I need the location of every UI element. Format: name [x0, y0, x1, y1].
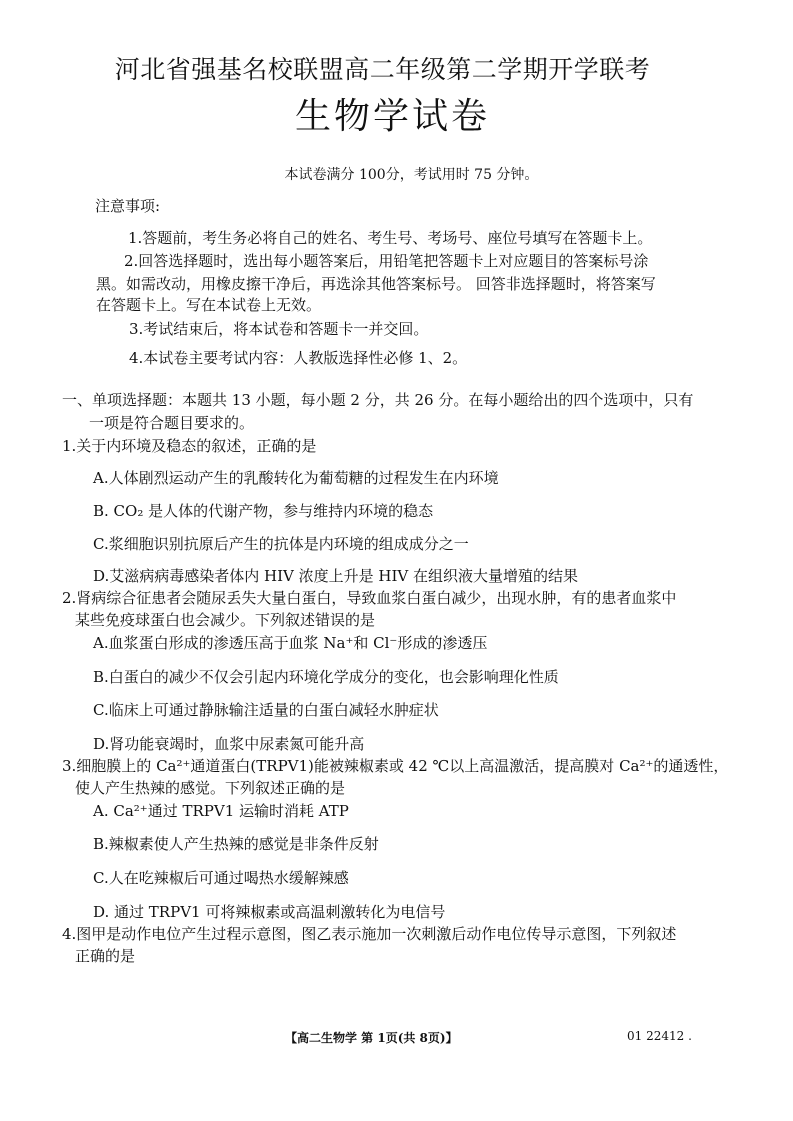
section-heading-line-1: 一、单项选择题：本题共 13 小题，每小题 2 分，共 26 分。在每小题给出的四个选项中，只有: [62, 391, 694, 409]
question-3-option-c: C.人在吃辣椒后可通过喝热水缓解辣感: [93, 869, 349, 887]
question-1-option-d: D.艾滋病病毒感染者体内 HIV 浓度上升是 HIV 在组织液大量增殖的结果: [93, 567, 579, 585]
question-4-stem-line-1: 4.图甲是动作电位产生过程示意图，图乙表示施加一次刺激后动作电位传导示意图，下列叙述: [62, 925, 677, 943]
section-heading-line-2: 一项是符合题目要求的。: [89, 414, 255, 432]
question-3-option-d: D. 通过 TRPV1 可将辣椒素或高温刺激转化为电信号: [93, 903, 446, 921]
question-1-stem: 1.关于内环境及稳态的叙述，正确的是: [62, 437, 317, 455]
notice-item-2-line-3: 在答题卡上。写在本试卷上无效。: [96, 296, 322, 314]
question-1-option-a: A.人体剧烈运动产生的乳酸转化为葡萄糖的过程发生在内环境: [93, 469, 499, 487]
question-1-option-c: C.浆细胞识别抗原后产生的抗体是内环境的组成成分之一: [93, 535, 469, 553]
notice-item-4: 4.本试卷主要考试内容：人教版选择性必修 1、2。: [129, 349, 468, 367]
question-4-stem-line-2: 正确的是: [75, 947, 136, 965]
question-2-option-b: B.白蛋白的减少不仅会引起内环境化学成分的变化，也会影响理化性质: [93, 668, 559, 686]
notice-item-3: 3.考试结束后，将本试卷和答题卡一并交回。: [129, 320, 429, 338]
question-2-stem-line-2: 某些免疫球蛋白也会减少。下列叙述错误的是: [75, 611, 376, 629]
notice-item-2-line-1: 2.回答选择题时，选出每小题答案后，用铅笔把答题卡上对应题目的答案标号涂: [124, 252, 649, 270]
question-2-option-d: D.肾功能衰竭时，血浆中尿素氮可能升高: [93, 735, 365, 753]
question-3-option-a: A. Ca²⁺通过 TRPV1 运输时消耗 ATP: [93, 802, 349, 820]
question-1-option-b: B. CO₂ 是人体的代谢产物，参与维持内环境的稳态: [93, 502, 434, 520]
exam-info: 本试卷满分 100分，考试用时 75 分钟。: [284, 167, 539, 183]
notice-item-1: 1.答题前，考生务必将自己的姓名、考生号、考场号、座位号填写在答题卡上。: [128, 229, 653, 247]
question-3-stem-line-1: 3.细胞膜上的 Ca²⁺通道蛋白(TRPV1)能被辣椒素或 42 ℃以上高温激活，提高膜对 Ca²⁺的通透性，: [62, 757, 729, 775]
notice-heading: 注意事项:: [95, 197, 161, 215]
question-3-stem-line-2: 使人产生热辣的感觉。下列叙述正确的是: [75, 779, 346, 797]
question-2-option-c: C.临床上可通过静脉输注适量的白蛋白减轻水肿症状: [93, 701, 439, 719]
question-2-stem-line-1: 2.肾病综合征患者会随尿丢失大量白蛋白，导致血浆白蛋白减少，出现水肿，有的患者血浆中: [62, 589, 677, 607]
exam-title: 河北省强基名校联盟高二年级第二学期开学联考: [114, 55, 651, 84]
question-3-option-b: B.辣椒素使人产生热辣的感觉是非条件反射: [93, 835, 379, 853]
notice-item-2-line-2: 黑。如需改动，用橡皮擦干净后，再选涂其他答案标号。 回答非选择题时，将答案写: [96, 275, 656, 293]
page-footer-label: 【高二生物学 第 1页(共 8页)】: [285, 1031, 458, 1045]
page-footer-code: 01 22412 .: [627, 1029, 692, 1043]
question-2-option-a: A.血浆蛋白形成的渗透压高于血浆 Na⁺和 Cl⁻形成的渗透压: [93, 634, 488, 652]
subject-title: 生物学试卷: [294, 96, 490, 137]
